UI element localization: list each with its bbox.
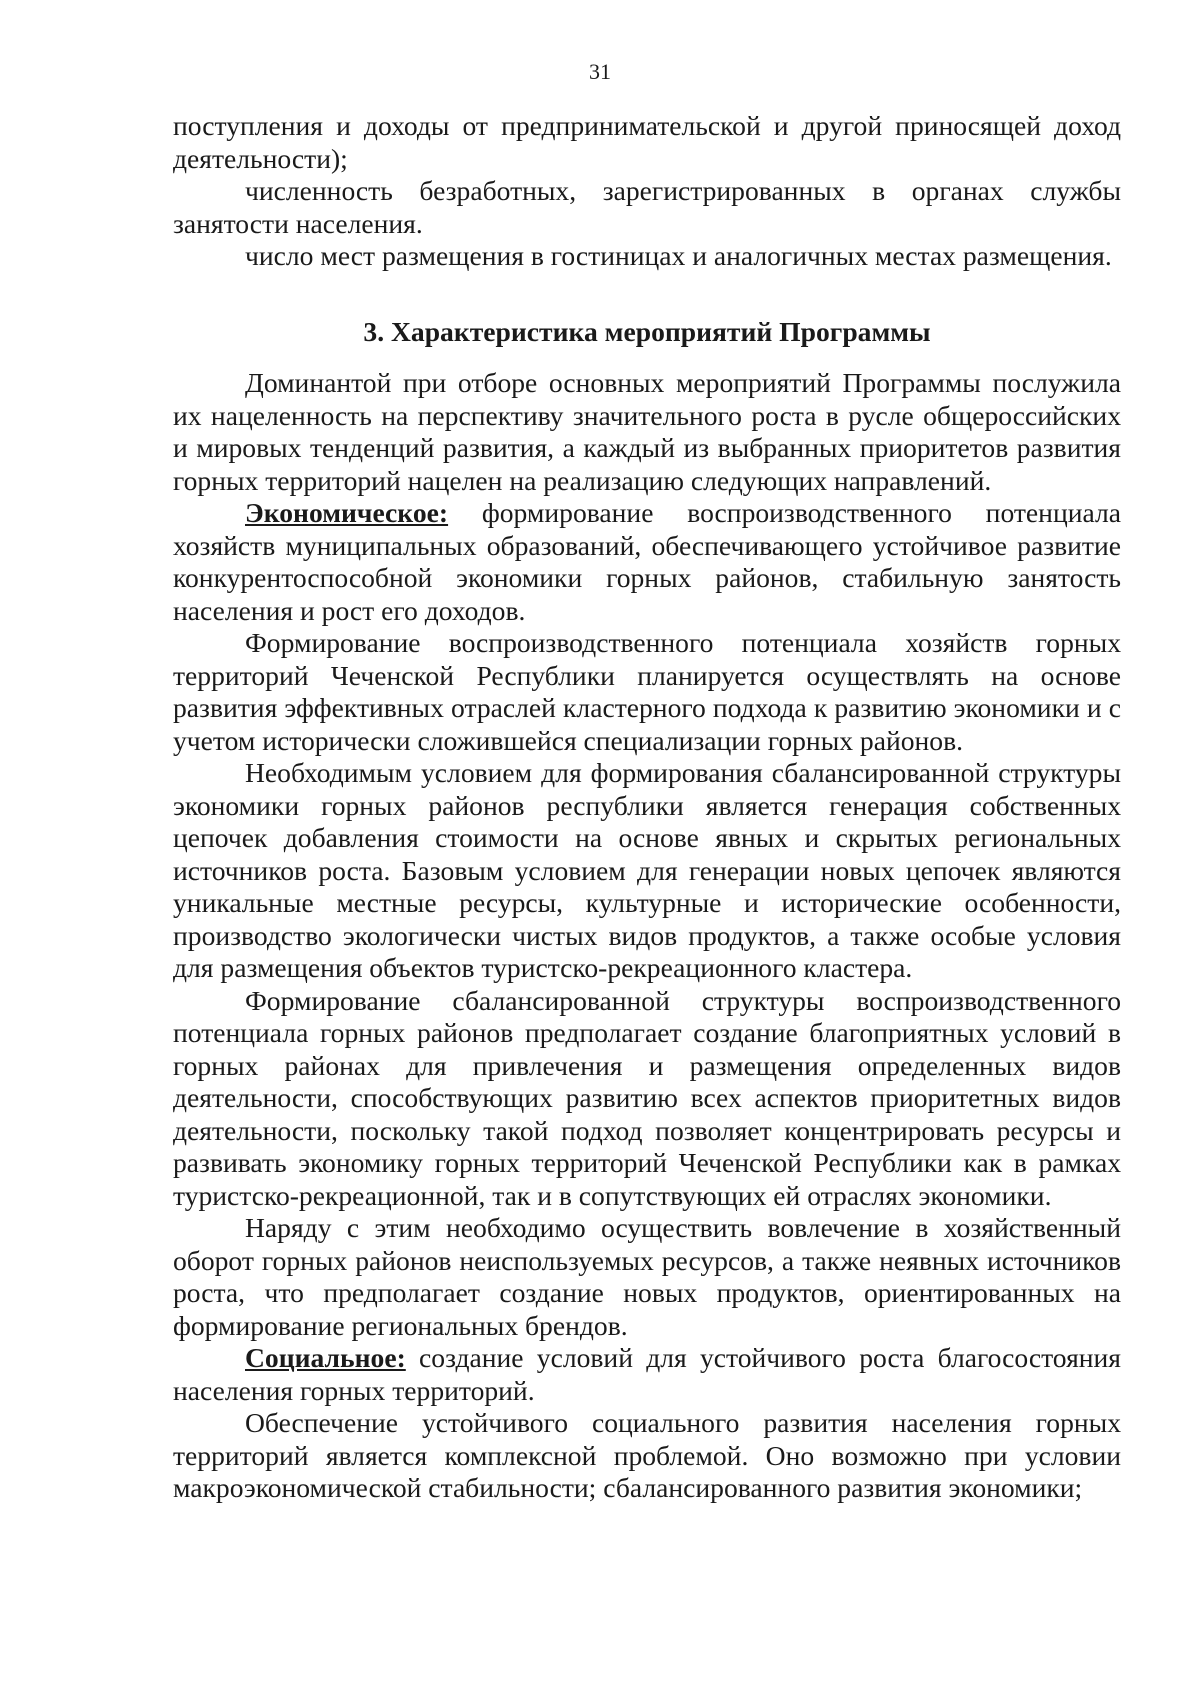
page-number: 31	[589, 59, 611, 84]
body-paragraph-5: Формирование сбалансированной структуры воспроизводственного потенциала горных районов предполагает создание благоприятных условий в горных районах для привлечения и размещения определенных видов деятельности, способствующих развитию всех аспектов приоритетных видов деятельности, поскольку такой подход позволяет концентрировать ресурсы и развивать экономику горных территорий Чеченской Республики как в рамках туристско-рекреационной, так и в сопутствующих ей отраслях экономики.	[173, 984, 1121, 1211]
social-text: создание условий для устойчивого роста благосостояния населения горных территорий.	[173, 1342, 1121, 1406]
body-paragraph-6: Наряду с этим необходимо осуществить вовлечение в хозяйственный оборот горных районов неиспользуемых ресурсов, а также неявных источников роста, что предполагает создание новых продуктов, ориентированных на формирование региональных брендов.	[173, 1212, 1121, 1341]
body-block	[173, 367, 1121, 1505]
social-label: Социальное:	[245, 1342, 406, 1373]
intro-block	[173, 110, 1121, 273]
body-paragraph-8: Обеспечение устойчивого социального развития населения горных территорий является комплексной проблемой. Оно возможно при условии макроэкономической стабильности; сбалансированного развития экономики;	[173, 1407, 1121, 1503]
intro-paragraph-3: число мест размещения в гостиницах и аналогичных местах размещения.	[245, 240, 1112, 271]
body-paragraph-1: Доминантой при отборе основных мероприятий Программы послужила их нацеленность на перспективу значительного роста в русле общероссийских и мировых тенденций развития, а каждый из выбранных приоритетов развития горных территорий нацелен на реализацию следующих направлений.	[173, 367, 1121, 496]
body-paragraph-4: Необходимым условием для формирования сбалансированной структуры экономики горных районов республики является генерация собственных цепочек добавления стоимости на основе явных и скрытых региональных источников роста. Базовым условием для генерации новых цепочек являются уникальные местные ресурсы, культурные и исторические особенности, производство экологически чистых видов продуктов, а также особые условия для размещения объектов туристско-рекреационного кластера.	[173, 757, 1121, 983]
economic-label: Экономическое:	[245, 497, 449, 528]
section-heading: 3. Характеристика мероприятий Программы	[363, 316, 931, 347]
body-paragraph-3: Формирование воспроизводственного потенциала хозяйств горных территорий Чеченской Республики планируется осуществлять на основе развития эффективных отраслей кластерного подхода к развитию экономики и с учетом исторически сложившейся специализации горных районов.	[173, 627, 1121, 756]
economic-text: формирование воспроизводственного потенциала хозяйств муниципальных образований, обеспечивающего устойчивое развитие конкурентоспособной экономики горных районов, стабильную занятость населения и рост его доходов.	[173, 497, 1121, 626]
intro-paragraph-1: поступления и доходы от предпринимательской и другой приносящей доход деятельности);	[173, 110, 1121, 174]
intro-paragraph-2: численность безработных, зарегистрированных в органах службы занятости населения.	[173, 175, 1121, 239]
social-paragraph	[173, 1342, 1121, 1407]
economic-paragraph	[173, 497, 1121, 627]
